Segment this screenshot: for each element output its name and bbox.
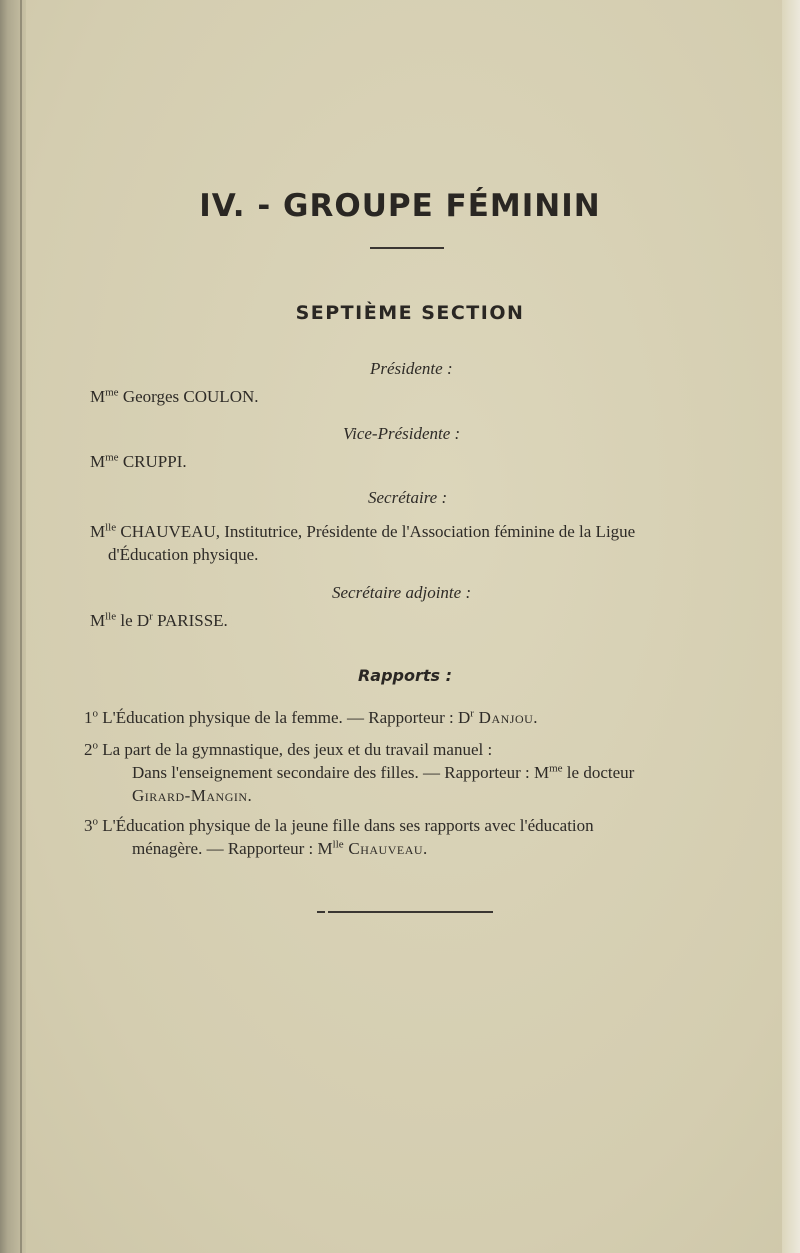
secretaire-adjointe-mid: le D [116, 611, 150, 630]
rapport-2-line-1 [84, 740, 492, 759]
secretaire-adjointe-mid-sup: r [149, 610, 153, 623]
secretaire-adjointe-name [90, 609, 228, 632]
rapport-1-number: 1 [84, 708, 93, 727]
secretaire-prefix-sup: lle [105, 521, 117, 534]
rapport-3-line-2 [84, 837, 734, 860]
vice-presidente-prefix: M [90, 452, 106, 471]
rapport-2-line-2-text: Dans l'enseignement secondaire des filles. — Rapporteur : M [132, 763, 550, 782]
secretaire-name-text: CHAUVEAU, Institutrice, Présidente de l'Association féminine de la Ligue [116, 522, 636, 541]
rapport-2-line-2-sup: me [549, 762, 563, 775]
vice-presidente-name [90, 450, 187, 473]
vice-presidente-label: Vice-Présidente : [343, 424, 461, 443]
secretaire-adjointe-prefix-sup: lle [105, 610, 117, 623]
rapport-1-rapporteur: Danjou. [473, 708, 539, 727]
vice-presidente-name-text: CRUPPI. [118, 452, 187, 471]
closing-divider-dash [317, 911, 325, 913]
rapport-item-3 [84, 814, 734, 860]
rapport-1-number-sup: o [92, 707, 98, 720]
rapport-3-number-sup: o [92, 815, 98, 828]
rapport-2-text: La part de la gymnastique, des jeux et du travail manuel : [98, 740, 493, 759]
secretaire-name [90, 520, 735, 566]
secretaire-line-1 [90, 522, 635, 541]
presidente-prefix: M [90, 387, 106, 406]
rapport-2-line-2-end: le docteur [562, 763, 635, 782]
secretaire-adjointe-label: Secrétaire adjointe : [332, 583, 472, 602]
rapports-title: Rapports : [357, 666, 453, 685]
secretaire-adjointe-prefix: M [90, 611, 106, 630]
secretaire-line-2: d'Éducation physique. [108, 545, 259, 564]
vice-presidente-prefix-sup: me [105, 451, 119, 464]
rapport-1-text: L'Éducation physique de la femme. — Rapporteur : D [98, 708, 471, 727]
presidente-name-text: Georges COULON. [118, 387, 259, 406]
rapport-2-number: 2 [84, 740, 93, 759]
rapport-1-sup: r [470, 707, 474, 720]
closing-divider [328, 911, 493, 913]
rapport-3-text: L'Éducation physique de la jeune fille dans ses rapports avec l'éducation [98, 816, 594, 835]
group-title: IV. - GROUPE FÉMININ [199, 188, 601, 224]
rapport-3-line-2-text: ménagère. — Rapporteur : M [132, 839, 333, 858]
rapport-3-line-1 [84, 816, 594, 835]
secretaire-prefix: M [90, 522, 106, 541]
presidente-prefix-sup: me [105, 386, 119, 399]
presidente-name [90, 385, 259, 408]
rapport-2-number-sup: o [92, 739, 98, 752]
secretaire-adjointe-name-text: PARISSE. [152, 611, 228, 630]
rapport-2-rapporteur: Girard-Mangin. [132, 786, 253, 805]
rapport-3-number: 3 [84, 816, 93, 835]
rapport-item-1 [84, 706, 734, 729]
presidente-label: Présidente : [370, 359, 453, 378]
rapport-item-2 [84, 738, 734, 807]
secretaire-label: Secrétaire : [368, 488, 448, 507]
rapport-3-rapporteur: Chauveau. [343, 839, 428, 858]
rapport-2-line-2 [84, 761, 734, 784]
title-divider [370, 247, 444, 249]
section-title: SEPTIÈME SECTION [295, 302, 525, 324]
rapport-3-line-2-sup: lle [332, 838, 344, 851]
